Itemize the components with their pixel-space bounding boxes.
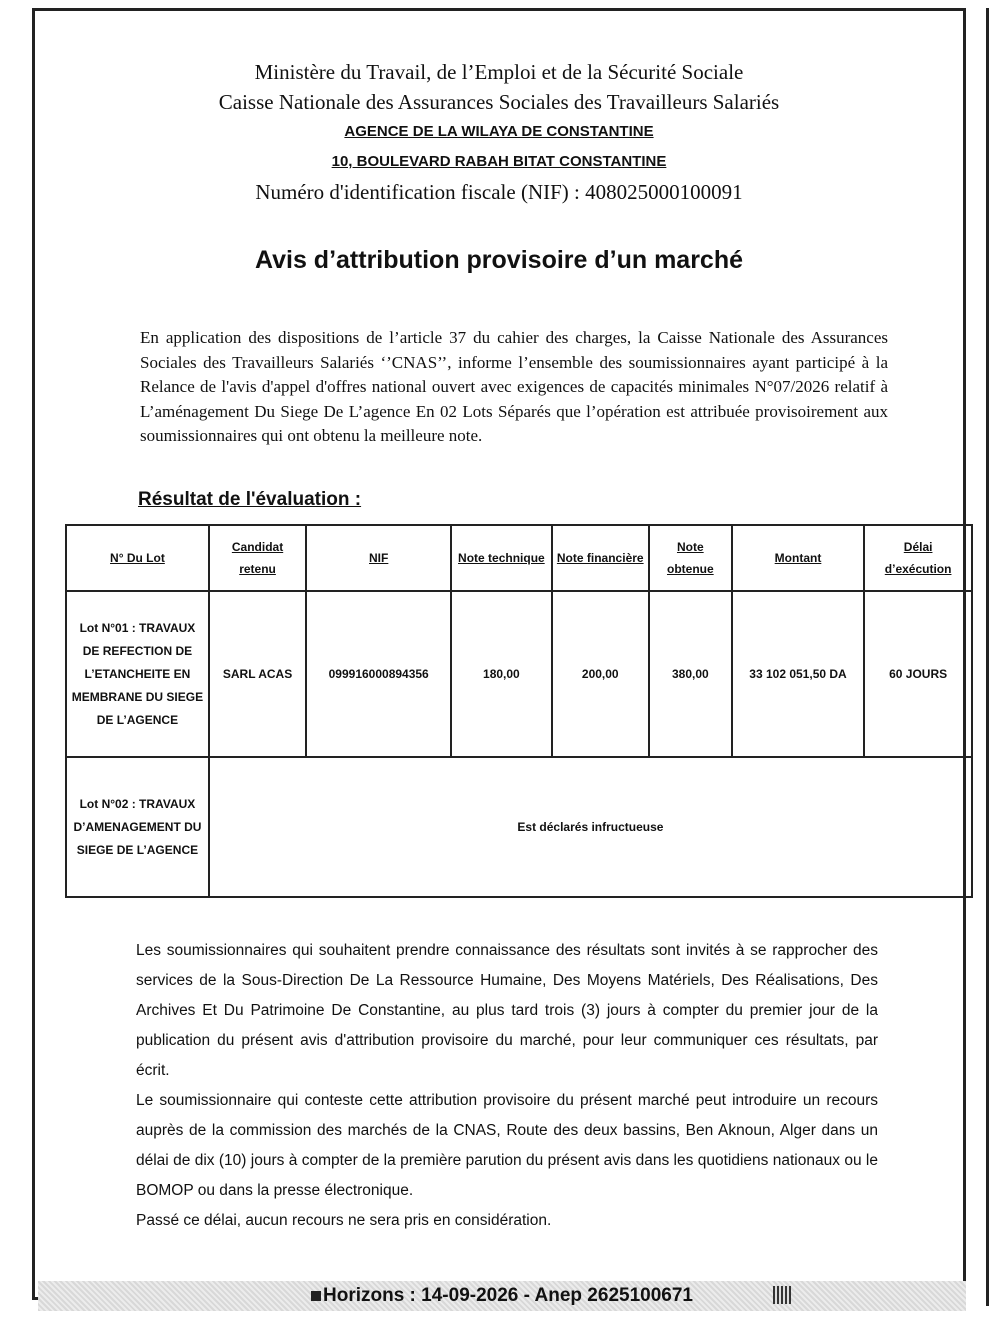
square-bullet-icon: [311, 1291, 321, 1301]
lot1-candidat: SARL ACAS: [209, 591, 306, 757]
barcode-icon: [773, 1286, 791, 1304]
table-header-row: [66, 525, 972, 591]
adjacent-page-edge: [986, 8, 989, 1306]
results-table: [65, 524, 973, 898]
notice-frame: [32, 8, 966, 1306]
fiscal-id: Numéro d'identification fiscale (NIF) : 408025000100091: [255, 180, 743, 204]
ministry-name: Ministère du Travail, de l’Emploi et de la Sécurité Sociale: [254, 60, 744, 84]
outro-paragraph-3: Passé ce délai, aucun recours ne sera pris en considération.: [136, 1212, 552, 1229]
lot1-note-financiere: 200,00: [552, 591, 649, 757]
lot1-nif: 099916000894356: [306, 591, 451, 757]
header: [35, 57, 963, 207]
lot2-status: Est déclarés infructueuse: [209, 757, 972, 897]
publication-footer: [38, 1281, 966, 1311]
footer-text: Horizons : 14-09-2026 - Anep 2625100671: [323, 1285, 693, 1306]
notice-title: Avis d’attribution provisoire d’un marché: [254, 246, 744, 274]
header-candidat: Candidat retenu: [209, 525, 306, 591]
header-montant: Montant: [732, 525, 865, 591]
outro-paragraph-1: Les soumissionnaires qui souhaitent prendre connaissance des résultats sont invités à se rapprocher des services de la Sous-Direction De La Ressource Humaine, Des Moyens Matériels, Des Réalisations, Des Archives Et Du Patrimoine De Constantine, au plus tard trois (3) jours à compter du premier jour de la publication du présent avis d'attribution provisoire du marché, pour leur communiquer ces résultats, par écrit.: [136, 942, 878, 1079]
lot1-label: Lot N°01 : TRAVAUX DE REFECTION DE L’ETANCHEITE EN MEMBRANE DU SIEGE DE L’AGENCE: [66, 591, 209, 757]
agency-name: AGENCE DE LA WILAYA DE CONSTANTINE: [344, 123, 654, 140]
header-delai: Délai d’exécution: [864, 525, 972, 591]
lot1-montant: 33 102 051,50 DA: [732, 591, 865, 757]
header-note-obtenue: Note obtenue: [649, 525, 732, 591]
header-nif: NIF: [306, 525, 451, 591]
table-row: [66, 591, 972, 757]
intro-paragraph: En application des dispositions de l’article 37 du cahier des charges, la Caisse Nationale des Assurances Sociales des Travailleurs Salariés ‘’CNAS’’, informe l’ensemble des soumissionnaires ayant participé à la Relance de l'avis d'appel d'offres national ouvert avec exigences de capacités minimales N°07/2026 relatif à L’aménagement Du Siege De L’agence En 02 Lots Séparés que l’opération est attribuée provisoirement aux soumissionnaires qui ont obtenu la meilleure note.: [140, 328, 888, 445]
header-lot: N° Du Lot: [66, 525, 209, 591]
table-row: [66, 757, 972, 897]
lot1-delai: 60 JOURS: [864, 591, 972, 757]
agency-address: 10, BOULEVARD RABAH BITAT CONSTANTINE: [331, 153, 667, 170]
lot2-label: Lot N°02 : TRAVAUX D’AMENAGEMENT DU SIEGE DE L’AGENCE: [66, 757, 209, 897]
outro-paragraph-2: Le soumissionnaire qui conteste cette attribution provisoire du présent marché peut introduire un recours auprès de la commission des marchés de la CNAS, Route des deux bassins, Ben Aknoun, Alger dans un délai de dix (10) jours à compter de la première parution du présent avis dans les quotidiens nationaux ou le BOMOP ou dans la presse électronique.: [136, 1092, 878, 1199]
lot1-note-technique: 180,00: [451, 591, 551, 757]
fund-name: Caisse Nationale des Assurances Sociales des Travailleurs Salariés: [218, 90, 780, 114]
result-heading: Résultat de l'évaluation :: [138, 489, 362, 510]
header-note-technique: Note technique: [451, 525, 551, 591]
lot1-note-obtenue: 380,00: [649, 591, 732, 757]
closing-text: [136, 936, 878, 1236]
header-note-financiere: Note financière: [552, 525, 649, 591]
